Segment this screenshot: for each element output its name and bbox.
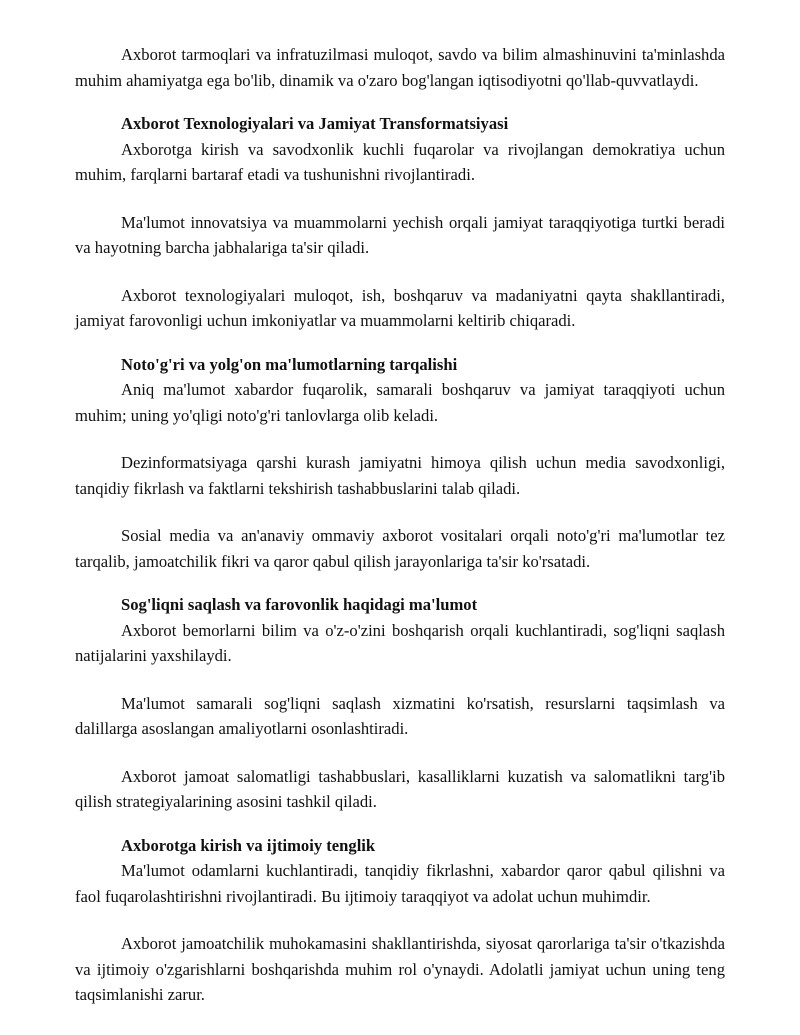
section-heading: Axborotga kirish va ijtimoiy tenglik [121, 835, 376, 855]
section-heading: Sog'liqni saqlash va farovonlik haqidagi ma'lumot [121, 595, 478, 614]
intro-paragraph: Axborot tarmoqlari va infratuzilmasi muloqot, savdo va bilim almashinuvini ta'minlashda muhim ahamiyatga ega bo'lib, dinamik va o'zaro bog'langan iqtisodiyotni qo'llab-quvvatlaydi. [75, 45, 725, 90]
paragraph: Aniq ma'lumot xabardor fuqarolik, samarali boshqaruv va jamiyat taraqqiyoti uchun muhim; uning yo'qligi noto'g'ri tanlovlarga olib keladi. [75, 380, 725, 425]
paragraph: Ma'lumot samarali sog'liqni saqlash xizmatini ko'rsatish, resurslarni taqsimlash va dalillarga asoslangan amaliyotlarni osonlashtiradi. [75, 693, 725, 738]
paragraph: Axborot jamoatchilik muhokamasini shakllantirishda, siyosat qarorlariga ta'sir o'tkazishda va ijtimoiy o'zgarishlarni boshqarishda muhim rol o'ynaydi. Adolatli jamiyat uchun uning teng taqsimlanishi zarur. [75, 934, 725, 1004]
paragraph: Axborotga kirish va savodxonlik kuchli fuqarolar va rivojlangan demokratiya uchun muhim, farqlarni bartaraf etadi va tushunishni rivojlantiradi. [75, 139, 725, 184]
paragraph: Sosial media va an'anaviy ommaviy axborot vositalari orqali noto'g'ri ma'lumotlar tez tarqalib, jamoatchilik fikri va qaror qabul qilish jarayonlariga ta'sir ko'rsatadi. [75, 526, 725, 571]
paragraph: Axborot bemorlarni bilim va o'z-o'zini boshqarish orqali kuchlantiradi, sog'liqni saqlash natijalarini yaxshilaydi. [75, 620, 725, 665]
paragraph: Ma'lumot innovatsiya va muammolarni yechish orqali jamiyat taraqqiyotiga turtki beradi va hayotning barcha jabhalariga ta'sir qiladi. [75, 212, 725, 257]
section-heading: Axborot Texnologiyalari va Jamiyat Transformatsiyasi [121, 114, 509, 133]
paragraph: Dezinformatsiyaga qarshi kurash jamiyatni himoya qilish uchun media savodxonligi, tanqidiy fikrlash va faktlarni tekshirish tashabbuslarini talab qiladi. [75, 453, 725, 498]
paragraph: Axborot jamoat salomatligi tashabbuslari, kasalliklarni kuzatish va salomatlikni targ'ib qilish strategiyalarining asosini tashkil qiladi. [75, 766, 725, 811]
paragraph: Axborot texnologiyalari muloqot, ish, boshqaruv va madaniyatni qayta shakllantiradi, jamiyat farovonligi uchun imkoniyatlar va muammolarni keltirib chiqaradi. [75, 285, 725, 330]
section-heading: Noto'g'ri va yolg'on ma'lumotlarning tarqalishi [121, 354, 458, 374]
paragraph: Ma'lumot odamlarni kuchlantiradi, tanqidiy fikrlashni, xabardor qaror qabul qilishni va faol fuqarolashtirishni rivojlantiradi. Bu ijtimoiy taraqqiyot va adolat uchun muhimdir. [75, 861, 725, 906]
